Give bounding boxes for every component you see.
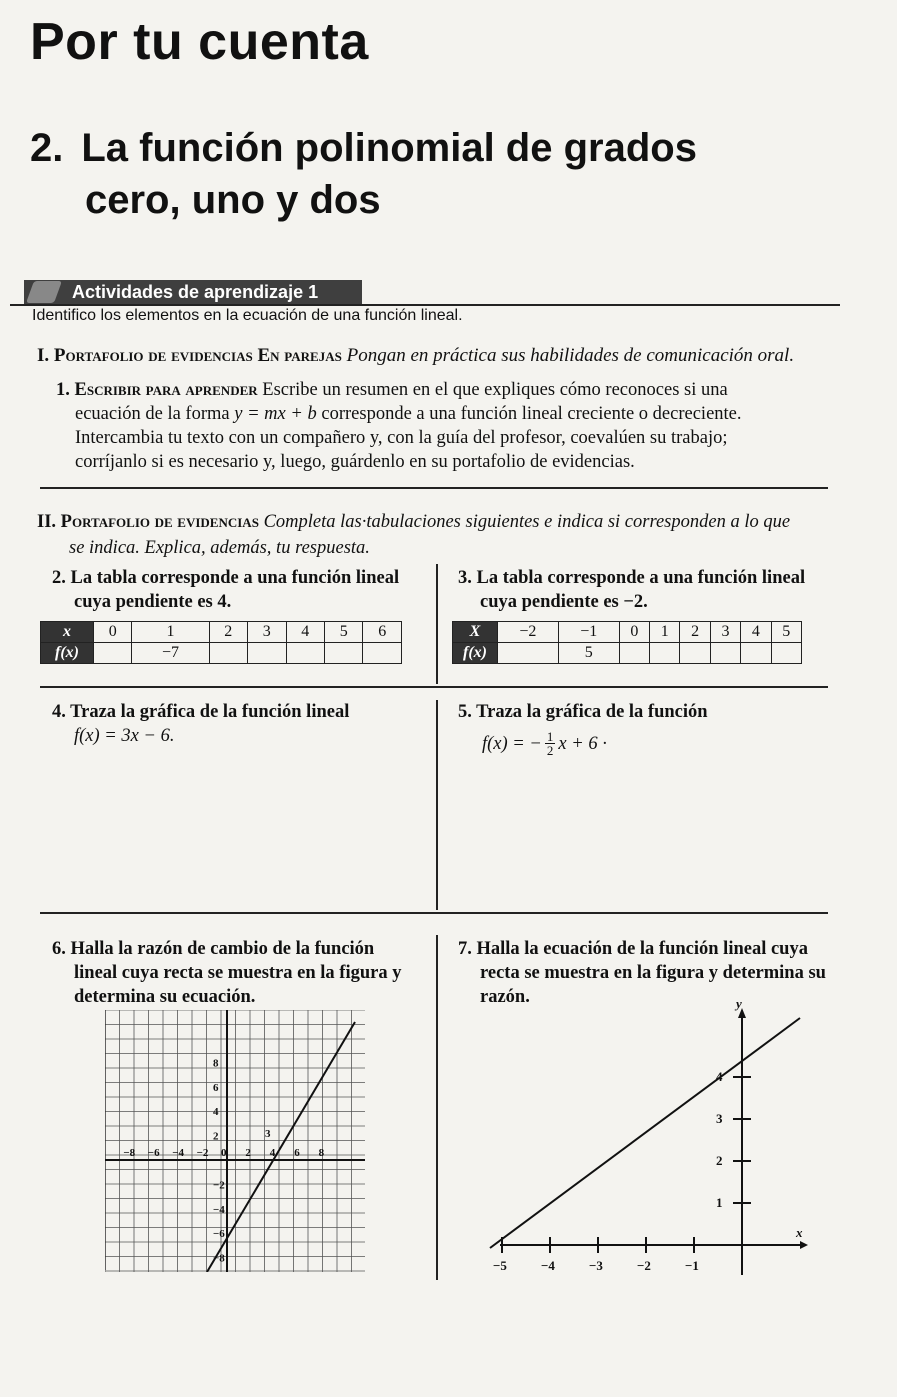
q1-text-b-post: corresponde a una función lineal creciente o decreciente. <box>316 404 742 424</box>
question-4 <box>52 700 349 748</box>
q7-line1: 7. Halla la ecuación de la función lineal cuya <box>458 939 808 959</box>
q6-x-tick-label: 6 <box>294 1147 300 1159</box>
section-title-line1: La función polinomial de grados <box>81 126 697 170</box>
q5-fraction <box>545 730 556 757</box>
question-1 <box>56 378 826 474</box>
table-cell: −1 <box>558 622 619 643</box>
table-input-cell[interactable] <box>741 643 771 664</box>
section-1-mode: En parejas <box>257 345 342 366</box>
table-cell: 5 <box>771 622 801 643</box>
q6-x-tick-label: −4 <box>172 1147 184 1159</box>
table-cell: 6 <box>363 622 402 643</box>
q6-y-tick-label: 8 <box>213 1057 219 1070</box>
section-title <box>30 122 697 226</box>
q1-text-d: corríjanlo si es necesario y, luego, guárdenlo en su portafolio de evidencias. <box>75 452 635 472</box>
table-header-x: x <box>41 622 94 643</box>
q7-x-tick-label: −1 <box>685 1258 699 1273</box>
q6-y-tick-label: −2 <box>213 1179 225 1192</box>
q2-value-table <box>40 621 402 664</box>
q5-frac-den: 2 <box>546 743 554 758</box>
q6-y-tick-label: −6 <box>213 1228 225 1241</box>
divider <box>40 487 828 489</box>
table-cell: 4 <box>741 622 771 643</box>
q3-value-table <box>452 621 802 664</box>
page-title: Por tu cuenta <box>30 13 369 71</box>
q1-label: Escribir para aprender <box>74 380 258 400</box>
q6-x-tick-label: 4 <box>269 1147 276 1159</box>
table-input-cell[interactable] <box>498 643 559 664</box>
q5-line1: 5. Traza la gráfica de la función <box>458 702 708 722</box>
q3-line1: 3. La tabla corresponde a una función lineal <box>458 568 806 588</box>
section-2-instruction-a: Completa las·tabulaciones siguientes e indica si corresponden a lo que <box>263 512 791 532</box>
table-row <box>453 622 802 643</box>
table-input-cell[interactable] <box>324 643 362 664</box>
q7-x-tick-label: −5 <box>493 1258 507 1273</box>
question-5 <box>458 700 708 757</box>
section-title-line2: cero, uno y dos <box>85 178 381 222</box>
section-2-number: II. <box>37 512 57 532</box>
section-2-label: Portafolio de evidencias <box>60 512 259 532</box>
q6-line2: lineal cuya recta se muestra en la figura y <box>74 963 402 983</box>
table-cell: 5 <box>558 643 619 664</box>
table-cell: −2 <box>498 622 559 643</box>
column-divider <box>436 935 438 1280</box>
table-cell: 1 <box>650 622 680 643</box>
table-cell: 0 <box>94 622 132 643</box>
section-1-instruction: Pongan en práctica sus habilidades de comunicación oral. <box>346 345 795 366</box>
table-input-cell[interactable] <box>619 643 649 664</box>
column-divider <box>436 700 438 910</box>
table-row <box>453 643 802 664</box>
table-input-cell[interactable] <box>650 643 680 664</box>
q6-x-tick-label: 0 <box>221 1147 227 1159</box>
q7-x-axis-label: x <box>796 1225 803 1240</box>
q7-y-tick-label: 4 <box>716 1069 723 1084</box>
q1-text-b-pre: ecuación de la forma <box>75 404 235 424</box>
section-number: 2. <box>30 126 64 170</box>
q7-line3: razón. <box>480 987 530 1007</box>
question-2 <box>52 566 399 614</box>
q6-y-tick-label: 4 <box>213 1106 219 1119</box>
q1-formula: y = mx + b <box>234 404 317 424</box>
column-divider <box>436 564 438 684</box>
divider <box>40 912 828 914</box>
q2-line2: cuya pendiente es 4. <box>74 592 232 612</box>
table-row <box>41 643 402 664</box>
section-2-heading <box>37 509 827 561</box>
q5-formula-post: x + 6 · <box>558 733 607 754</box>
q6-y-tick-label: −4 <box>213 1203 225 1216</box>
activity-banner: Actividades de aprendizaje 1 <box>24 280 362 304</box>
question-6 <box>52 937 401 1009</box>
q6-x-tick-label: 8 <box>318 1147 325 1159</box>
q6-y-tick-label: −8 <box>213 1252 225 1265</box>
q6-line3: determina su ecuación. <box>74 987 256 1007</box>
table-row <box>41 622 402 643</box>
q3-line2: cuya pendiente es −2. <box>480 592 648 612</box>
q7-y-tick-label: 1 <box>716 1195 723 1210</box>
q5-formula-pre: f(x) = − <box>482 733 542 754</box>
q6-graph <box>105 1010 365 1272</box>
table-input-cell[interactable] <box>94 643 132 664</box>
q6-point-label: 3 <box>265 1128 271 1140</box>
divider <box>40 686 828 688</box>
q4-line1: 4. Traza la gráfica de la función lineal <box>52 702 350 722</box>
q1-text-c: Intercambia tu texto con un compañero y, con la guía del profesor, coevalúen su trabajo; <box>75 428 728 448</box>
q7-x-arrow-icon <box>800 1241 808 1249</box>
q7-x-tick-label: −3 <box>589 1258 603 1273</box>
q6-graph-line <box>207 1022 355 1272</box>
q5-frac-num: 1 <box>546 729 554 744</box>
banner-rule <box>10 304 840 306</box>
table-input-cell[interactable] <box>286 643 324 664</box>
q5-formula <box>458 730 708 757</box>
table-cell: 0 <box>619 622 649 643</box>
q7-graph <box>470 1000 840 1275</box>
question-3 <box>458 566 805 614</box>
section-1-heading <box>37 345 827 367</box>
section-2-instruction-b: se indica. Explica, además, tu respuesta. <box>69 538 370 558</box>
q6-x-tick-label: 2 <box>245 1147 251 1159</box>
section-1-number: I. <box>37 345 50 366</box>
q7-graph-line <box>490 1018 800 1248</box>
q7-x-tick-label: −4 <box>541 1258 555 1273</box>
q7-y-tick-label: 2 <box>716 1153 723 1168</box>
q1-number: 1. <box>56 380 70 400</box>
table-cell: 5 <box>324 622 362 643</box>
table-cell: 4 <box>286 622 324 643</box>
table-input-cell[interactable] <box>771 643 801 664</box>
q7-y-axis-label: y <box>736 1000 742 1011</box>
table-input-cell[interactable] <box>710 643 740 664</box>
table-cell: 1 <box>132 622 209 643</box>
q2-line1: 2. La tabla corresponde a una función lineal <box>52 568 400 588</box>
table-header-fx: f(x) <box>41 643 94 664</box>
table-input-cell[interactable] <box>248 643 286 664</box>
q6-y-tick-label: 2 <box>213 1130 219 1143</box>
q6-x-tick-label: −2 <box>196 1147 209 1159</box>
table-header-fx: f(x) <box>453 643 498 664</box>
q6-y-tick-label: 6 <box>213 1081 219 1094</box>
table-cell: 2 <box>209 622 247 643</box>
table-input-cell[interactable] <box>363 643 402 664</box>
q6-line1: 6. Halla la razón de cambio de la función <box>52 939 375 959</box>
q7-y-tick-label: 3 <box>716 1111 723 1126</box>
q6-x-tick-label: −6 <box>147 1147 160 1159</box>
question-7 <box>458 937 826 1009</box>
q1-text-a: Escribe un resumen en el que expliques cómo reconoces si una <box>262 380 728 400</box>
table-cell: 2 <box>680 622 710 643</box>
table-cell: 3 <box>710 622 740 643</box>
q6-x-tick-label: −8 <box>123 1147 136 1159</box>
q4-formula: f(x) = 3x − 6. <box>74 726 175 746</box>
table-cell: −7 <box>132 643 209 664</box>
activity-objective: Identifico los elementos en la ecuación de una función lineal. <box>32 307 463 324</box>
section-1-label: Portafolio de evidencias <box>53 345 253 366</box>
table-header-x: X <box>453 622 498 643</box>
q7-x-tick-label: −2 <box>637 1258 651 1273</box>
q7-line2: recta se muestra en la figura y determina su <box>480 963 826 983</box>
table-input-cell[interactable] <box>209 643 247 664</box>
table-input-cell[interactable] <box>680 643 710 664</box>
table-cell: 3 <box>248 622 286 643</box>
